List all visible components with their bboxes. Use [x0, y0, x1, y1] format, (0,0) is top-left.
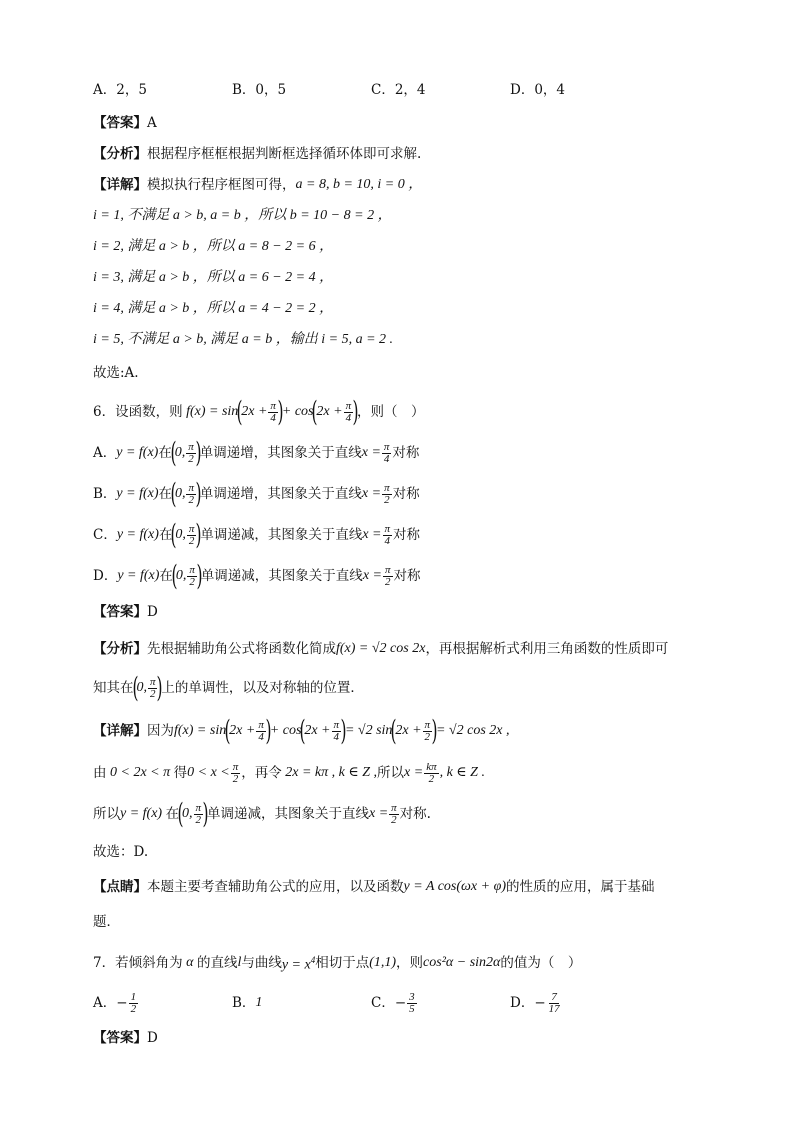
q5-step-1: i = 1, 不满足 a > b, a = b ，所以 b = 10 − 8 = 2 ，: [93, 208, 392, 223]
q6-analysis-text-3: 知其在: [93, 680, 134, 696]
q6-analysis-text-4: 上的单调性，以及对称轴的位置．: [161, 680, 364, 696]
q7-option-c-den: 5: [409, 1002, 415, 1015]
answer-label: 【答案】: [93, 604, 147, 620]
q6-option-c-text: 单调递减，其图象关于直线: [200, 527, 363, 543]
q6-choose: 故选：D.: [93, 844, 149, 860]
q6-comment-text-2: 的性质的应用，属于基础: [505, 879, 655, 895]
q6-option-d-text: 单调递减，其图象关于直线: [200, 568, 363, 584]
q6-option-b-den: 2: [384, 493, 390, 506]
q6-option-b-prefix: B．: [93, 486, 117, 502]
q5-choose: 故选:A.: [93, 365, 139, 381]
q7-option-b: [232, 988, 262, 1018]
q7-option-a-num: 1: [130, 990, 137, 1003]
q7-option-b-value: 1: [255, 995, 263, 1010]
answer-label: 【答案】: [93, 115, 147, 131]
q5-answer-value: A: [147, 115, 157, 131]
q6-option-c-prefix: C．: [93, 527, 117, 543]
q5-option-d: D．0，4: [510, 82, 566, 98]
q6-detail-text-2: 由: [93, 765, 107, 781]
q6-analysis-text-2: ，再根据解析式利用三角函数的性质即可: [425, 641, 669, 657]
q5-step-3: i = 3, 满足 a > b ，所以 a = 6 − 2 = 4 ，: [93, 270, 334, 285]
q7-option-a-prefix: A．: [93, 995, 117, 1011]
q6-option-d: D． y = f(x) 在 ( 0, $\frac{\pi}{2}$ ) 单调递减，其图象关于直线 x = $\frac{\pi}{2}$ 对称: [93, 558, 421, 592]
q6-stem: 6．设函数，则 f(x) = sin ( 2x + $\frac{\pi}{4}$ ) + cos ( 2x + $\frac{\pi}{4}$ ) ，则（ ）: [93, 394, 425, 428]
q6-option-d-den: 2: [384, 575, 391, 588]
q6-detail-line2: 由 0 < 2x < π 得 0 < x < $\frac{\pi}{2}$ ，再令 2x = kπ , k ∈ Z , 所以 x = $\frac{k\pi}{2}$ , k ∈ Z .: [93, 760, 485, 785]
q7-answer: [93, 1028, 158, 1048]
q7-option-c-sign: −: [394, 995, 407, 1011]
q7-stem-text-2: 的直线: [196, 954, 238, 971]
q6-option-a-prefix: A．: [93, 445, 117, 461]
q6-answer-value: D: [147, 604, 158, 620]
q6-detail-text: 因为: [147, 723, 174, 739]
q7-option-c-prefix: C．: [371, 995, 395, 1011]
q5-detail: [93, 175, 422, 195]
q6-detail-text-5: 所以: [377, 765, 405, 781]
q6-analysis-line1: 【分析】 先根据辅助角公式将函数化简成 f(x) = √2 cos 2x ，再根据解析式利用三角函数的性质即可: [93, 641, 669, 657]
q5-detail-text: 模拟执行程序框图可得，: [147, 177, 296, 193]
q7-option-d-sign: −: [534, 995, 546, 1011]
q6-option-d-prefix: D．: [93, 568, 118, 584]
q5-analysis: [93, 144, 421, 164]
q5-options: [93, 80, 713, 100]
q7-stem: 7．若倾斜角为 α 的直线 l 与曲线 $y = x^4$ 相切于点 (1,1) ，则 cos²α − sin2α 的值为（ ）: [93, 954, 582, 973]
q7-option-d-num: 7: [551, 990, 557, 1003]
q6-comment-text: 本题主要考查辅助角公式的应用，以及函数: [147, 879, 404, 895]
q6-detail-text-6: 所以: [93, 806, 120, 822]
q7-stem-text: 7．若倾斜角为: [93, 954, 183, 971]
q7-stem-text-4: 相切于点: [315, 954, 370, 971]
comment-label: 【点睛】: [93, 879, 147, 895]
q7-option-d-prefix: D．: [510, 995, 535, 1011]
q6-detail-text-7: 在: [165, 806, 180, 822]
q6-detail-text-8: 单调递减，其图象关于直线: [206, 806, 369, 822]
q5-answer: [93, 113, 157, 133]
q6-option-d-sym: 对称: [393, 568, 421, 584]
q7-option-d-den: 17: [548, 1002, 560, 1015]
analysis-label: 【分析】: [93, 146, 147, 162]
q5-detail-init: a = 8, b = 10, i = 0 ，: [295, 177, 423, 192]
q6-option-a-den: 4: [383, 452, 390, 465]
q7-option-a: [93, 988, 139, 1018]
q7-stem-text-3: 与曲线: [241, 954, 282, 971]
q6-comment-line1: 【点睛】 本题主要考查辅助角公式的应用，以及函数 y = A cos(ωx + φ) 的性质的应用，属于基础: [93, 879, 655, 895]
q6-detail-text-9: 对称.: [399, 806, 431, 822]
q6-option-c-sym: 对称: [393, 527, 421, 543]
detail-label: 【详解】: [93, 723, 147, 739]
q5-option-b: B．0，5: [232, 82, 287, 98]
q5-option-c: C．2，4: [371, 82, 426, 98]
q6-analysis-text: 先根据辅助角公式将函数化简成: [147, 641, 336, 657]
q5-step-2: i = 2, 满足 a > b ，所以 a = 8 − 2 = 6 ，: [93, 239, 334, 254]
q6-answer: [93, 602, 158, 622]
q6-detail-line3: 所以 y = f(x) 在 ( 0, $\frac{\pi}{2}$ ) 单调递减，其图象关于直线 x = $\frac{\pi}{2}$ 对称.: [93, 796, 431, 830]
q5-step-4: i = 4, 满足 a > b ，所以 a = 4 − 2 = 2 ，: [93, 301, 334, 316]
q7-option-d: [510, 988, 563, 1018]
q7-option-b-prefix: B．: [232, 995, 256, 1011]
q6-detail-text-4: ，再令: [241, 765, 282, 781]
q6-detail-line1: 【详解】 因为 f(x) = sin ( 2x + $\frac{\pi}{4}$ ) + cos ( 2x + $\frac{\pi}{4}$ ) = √2 sin ( 2x + $\frac{\pi}{2}$ ) = √2 cos 2x ,: [93, 713, 510, 747]
q6-option-b-text: 单调递增，其图象关于直线: [199, 486, 362, 502]
q6-option-a-text: 单调递增，其图象关于直线: [199, 445, 362, 461]
q7-option-a-sign: −: [116, 995, 128, 1011]
q5-analysis-text: 根据程序框框根据判断框选择循环体即可求解.: [147, 146, 422, 162]
q6-stem-tail: ，则（ ）: [357, 404, 425, 420]
q7-stem-text-5: ，则: [396, 954, 424, 971]
q6-option-c: C． y = f(x) 在 ( 0, $\frac{\pi}{2}$ ) 单调递减，其图象关于直线 x = $\frac{\pi}{4}$ 对称: [93, 517, 421, 551]
q6-option-c-den: 4: [384, 534, 390, 547]
q6-detail-text-3: 得: [173, 765, 188, 781]
q7-stem-text-6: 的值为（ ）: [500, 954, 582, 971]
q7-option-c-num: 3: [409, 990, 415, 1003]
answer-label: 【答案】: [93, 1030, 147, 1046]
q7-options: [93, 988, 713, 1018]
q6-analysis-line2: 知其在 ( 0, $\frac{\pi}{2}$ ) 上的单调性，以及对称轴的位置．: [93, 670, 364, 704]
q5-option-a: A．2，5: [93, 82, 147, 98]
detail-label: 【详解】: [93, 177, 147, 193]
q6-comment-line2: 题．: [93, 914, 120, 930]
q7-option-c: [371, 988, 418, 1018]
analysis-label: 【分析】: [93, 641, 147, 657]
q6-option-b-sym: 对称: [392, 486, 420, 502]
q7-option-a-den: 2: [130, 1002, 137, 1015]
q6-option-a: A． y = f(x) 在 ( 0, $\frac{\pi}{2}$ ) 单调递增，其图象关于直线 x = $\frac{\pi}{4}$ 对称: [93, 435, 420, 469]
q6-option-a-sym: 对称: [392, 445, 420, 461]
q6-option-b: B． y = f(x) 在 ( 0, $\frac{\pi}{2}$ ) 单调递增，其图象关于直线 x = $\frac{\pi}{2}$ 对称: [93, 476, 420, 510]
q6-stem-text: 6．设函数，则: [93, 404, 183, 420]
q5-step-5: i = 5, 不满足 a > b, 满足 a = b ，输出 i = 5, a = 2 .: [93, 332, 394, 347]
q7-answer-value: D: [147, 1030, 158, 1046]
